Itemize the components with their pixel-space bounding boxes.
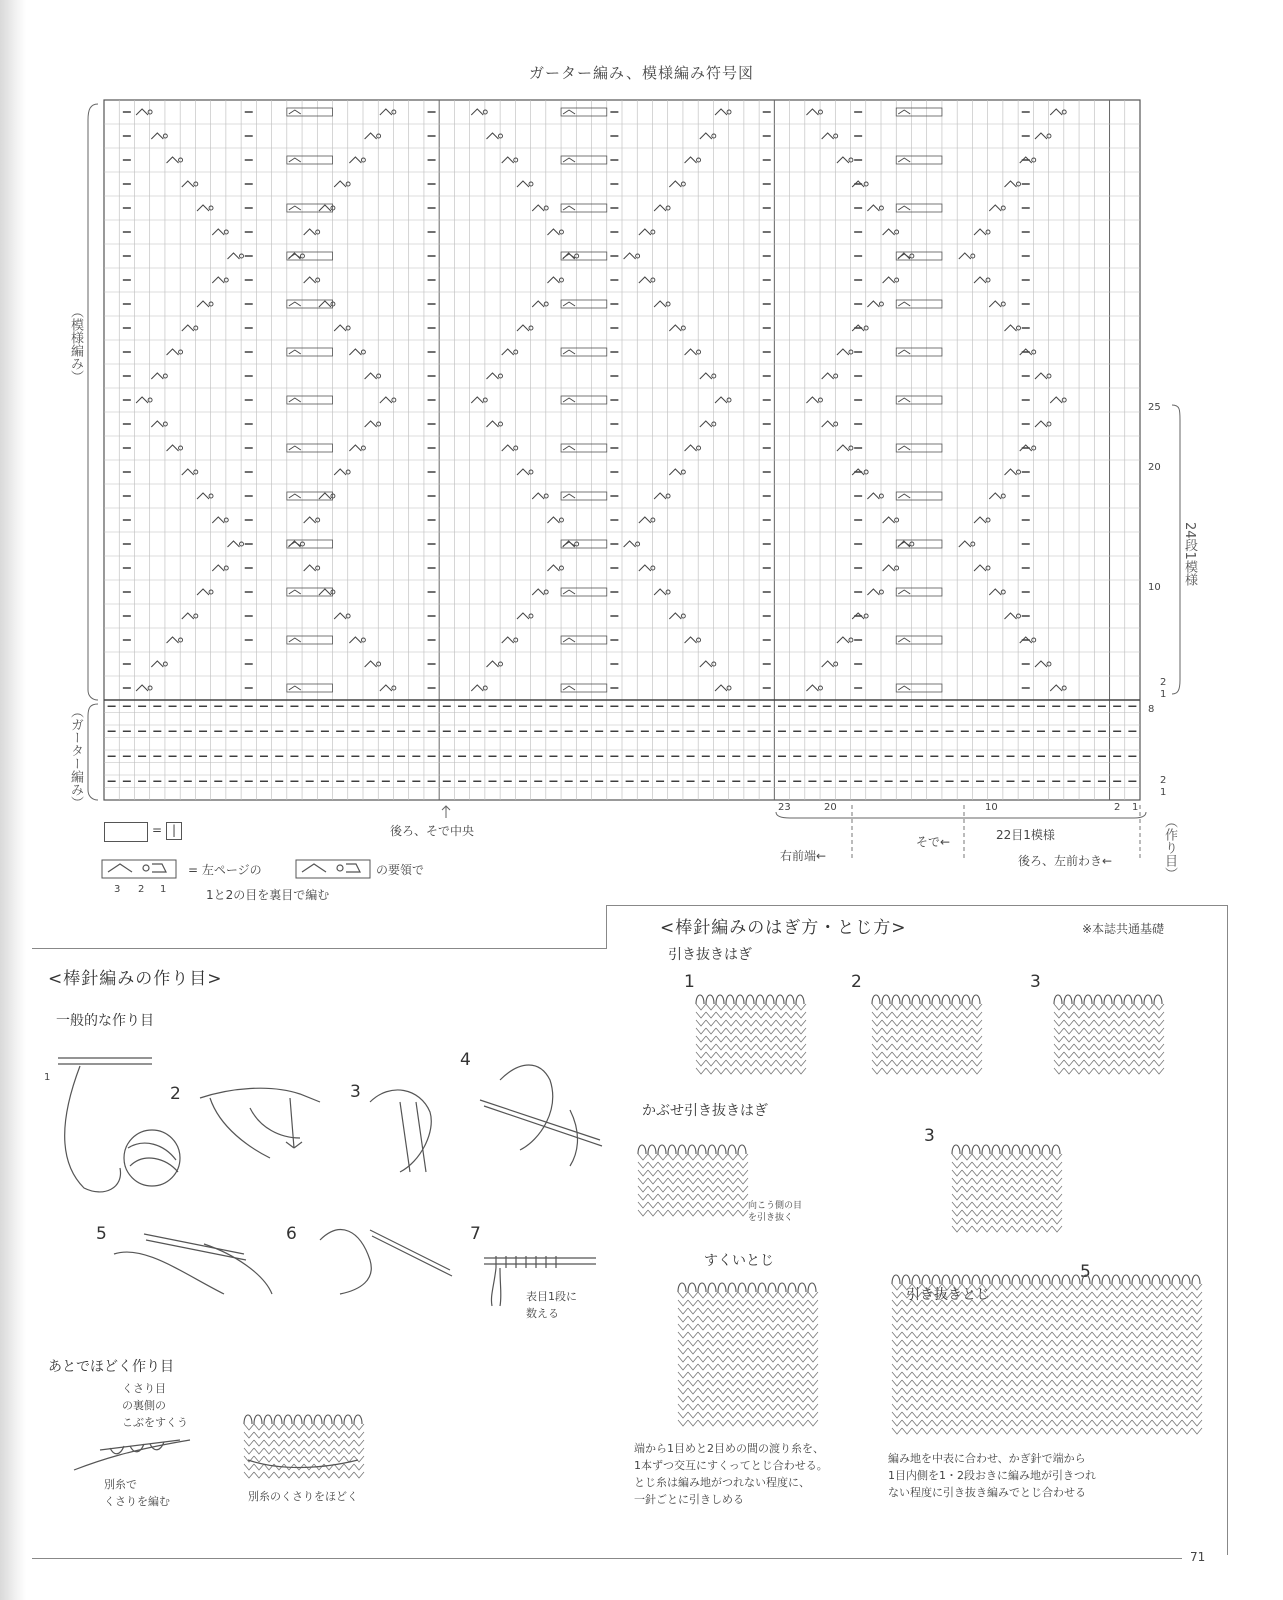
stitch-number-2: 2 (1114, 802, 1121, 813)
common-basics-note: ※本誌共通基礎 (1082, 922, 1165, 936)
cast-on-illustration-3 (360, 1072, 470, 1182)
step7-note-line-1: 表目1段に (526, 1290, 577, 1303)
cover-bind-illustration-1 (632, 1140, 752, 1220)
bind-step-2: 2 (851, 972, 862, 992)
cast-on-illustration-4 (470, 1040, 610, 1170)
cast-on-label: （作り目） (1162, 815, 1177, 880)
general-cast-on-title: 一般的な作り目 (56, 1013, 154, 1029)
mattress-caption-line-4: 一針ごとに引きしめる (634, 1493, 744, 1506)
mattress-caption (634, 1440, 884, 1508)
cast-on-step-4: 4 (460, 1050, 471, 1070)
cast-on-section-title: <棒針編みの作り目> (48, 969, 223, 989)
back-left-front-side-label: 後ろ、左前わき← (1018, 854, 1113, 868)
cast-on-step-6: 6 (286, 1224, 297, 1244)
cover-bind-note: 向こう側の目を引き抜く (748, 1201, 803, 1223)
pattern-label: （模様編み） (68, 305, 83, 383)
stitch-number-20: 20 (824, 802, 837, 813)
page-number: 71 (1190, 1550, 1206, 1564)
provisional-illustration-1 (70, 1420, 200, 1480)
stitch-number-1: 1 (1132, 802, 1139, 813)
cast-on-step-5: 5 (96, 1224, 107, 1244)
bind-illustration-1 (690, 990, 810, 1075)
mattress-stitch-title: すくいとじ (704, 1253, 774, 1269)
legend-num-2: 2 (138, 884, 145, 895)
stitch-number-23: 23 (778, 802, 791, 813)
provisional-note-3: 別糸のくさりをほどく (248, 1490, 358, 1503)
provisional-illustration-2 (238, 1410, 368, 1480)
bind-step-3: 3 (1030, 972, 1041, 992)
cast-on-step-1: 1 (44, 1072, 51, 1083)
cover-bind-title: かぶせ引き抜きはぎ (642, 1103, 768, 1119)
slip-seam-step-5: 5 (1080, 1262, 1091, 1282)
garter-row-1: 1 (1160, 787, 1167, 798)
row-number-25: 25 (1148, 402, 1161, 413)
right-front-edge-label: 右前端← (780, 849, 827, 863)
cover-bind-step-3: 3 (924, 1126, 935, 1146)
provisional-note-1-line-3: こぶをすくう (122, 1416, 188, 1429)
bind-illustration-3 (1048, 990, 1168, 1075)
legend-knit-symbol: | (166, 822, 182, 840)
legend-num-1: 1 (160, 884, 167, 895)
provisional-note-1-line-1: くさり目 (122, 1382, 166, 1395)
legend-ref-symbol-icon (296, 858, 376, 880)
bind-step-1: 1 (684, 972, 695, 992)
mattress-caption-line-2: 1本ずつ交互にすくってとじ合わせる。 (634, 1459, 828, 1472)
slip-seam-title: 引き抜きとじ (906, 1287, 990, 1303)
cast-on-step-2: 2 (170, 1084, 181, 1104)
row-number-20: 20 (1148, 462, 1161, 473)
sleeve-label: そで← (916, 835, 951, 849)
slip-seam-caption-line-3: ない程度に引き抜き編みでとじ合わせる (888, 1486, 1086, 1499)
left-section-top-border (32, 948, 606, 949)
mattress-caption-line-3: とじ糸は編み地がつれない程度に、 (634, 1476, 810, 1489)
chart-title: ガーター編み、模様編み符号図 (529, 64, 754, 82)
provisional-note-2-line-1: 別糸で (104, 1478, 137, 1491)
seaming-section-title: <棒針編みのはぎ方・とじ方> (660, 918, 907, 938)
slip-stitch-bind-title: 引き抜きはぎ (668, 947, 752, 963)
slip-seam-caption-line-1: 編み地を中表に合わせ、かぎ針で端から (888, 1452, 1086, 1465)
mattress-caption-line-1: 端から1目めと2目めの間の渡り糸を、 (634, 1442, 824, 1455)
row-number-8: 8 (1148, 704, 1155, 715)
section-step-border (606, 905, 607, 949)
legend-desc-1: = 左ページの (188, 863, 262, 877)
center-back-sleeve-label: 後ろ、そで中央 (390, 824, 475, 838)
legend-desc-2: 1と2の目を裏目で編む (206, 888, 330, 902)
provisional-note-2-line-2: くさりを編む (104, 1495, 170, 1508)
legend-equals: = (152, 823, 163, 837)
cast-on-illustration-5 (104, 1214, 274, 1304)
provisional-note-2 (104, 1476, 170, 1510)
row-number-10: 10 (1148, 582, 1161, 593)
slip-seam-caption (888, 1450, 1168, 1501)
slip-seam-caption-line-2: 1目内側を1・2段おきに編み地が引きつれ (888, 1469, 1096, 1482)
row-number-1: 1 (1160, 689, 1167, 700)
legend-num-3: 3 (114, 884, 121, 895)
repeat-22-stitches-label: 22目1模様 (996, 828, 1055, 842)
step7-note (526, 1288, 577, 1322)
provisional-cast-on-title: あとでほどく作り目 (48, 1359, 174, 1375)
garter-row-2: 2 (1160, 775, 1167, 786)
bottom-border (32, 1558, 1182, 1559)
cast-on-illustration-6 (300, 1210, 460, 1300)
provisional-note-1-line-2: の裏側の (122, 1399, 166, 1412)
cover-bind-illustration-3 (946, 1140, 1066, 1235)
cast-on-illustration-2 (190, 1058, 330, 1168)
repeat-24-rows-label: 24段1模様 (1182, 522, 1197, 586)
step7-note-line-2: 数える (526, 1307, 559, 1320)
slip-seam-illustration (886, 1270, 1206, 1435)
legend-blank-box (104, 822, 148, 842)
mattress-stitch-illustration (672, 1278, 822, 1428)
cast-on-step-3: 3 (350, 1082, 361, 1102)
cast-on-illustration-1 (44, 1048, 164, 1198)
stitch-number-10: 10 (985, 802, 998, 813)
row-number-2: 2 (1160, 677, 1167, 688)
garter-label: （ガーター編み） (68, 705, 83, 809)
right-section-top-border (606, 905, 1228, 906)
legend-desc-1b: の要領で (376, 863, 425, 877)
right-section-side-border (1227, 905, 1228, 1555)
cast-on-step-7: 7 (470, 1224, 481, 1244)
bind-illustration-2 (866, 990, 986, 1075)
